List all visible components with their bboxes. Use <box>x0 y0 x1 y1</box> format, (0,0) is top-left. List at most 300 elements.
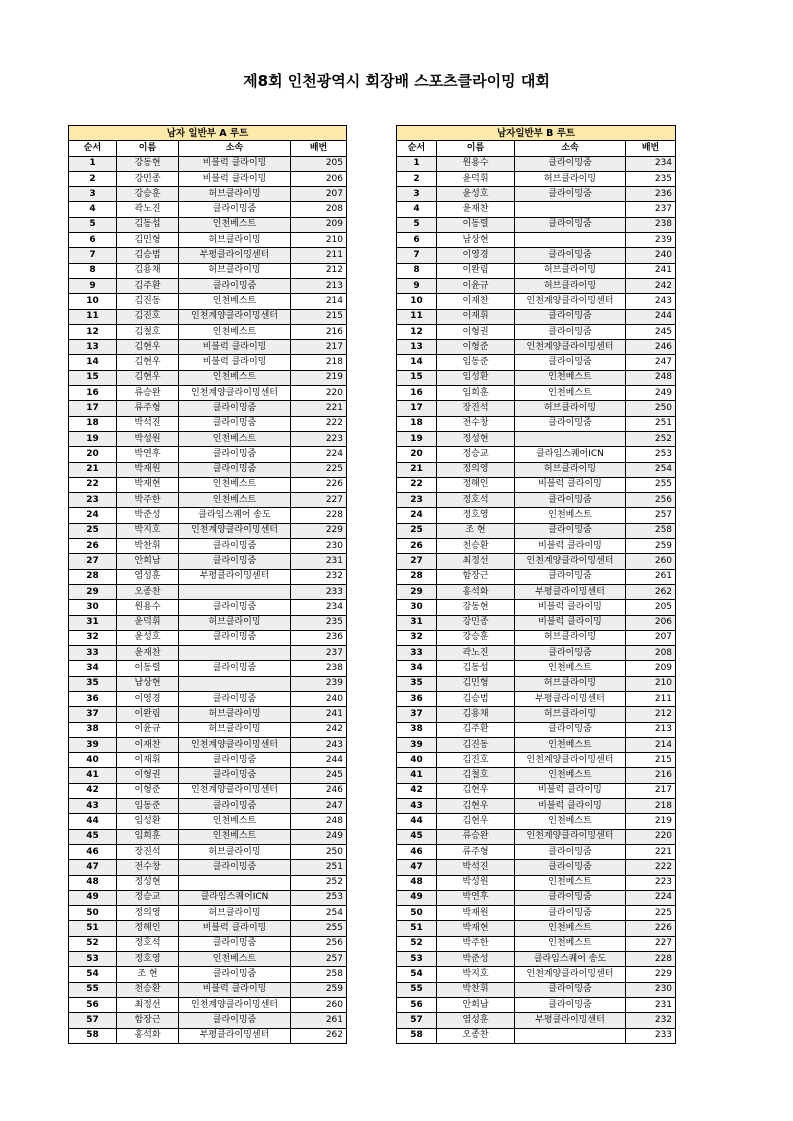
entry-order: 39 <box>397 737 437 752</box>
table-row <box>397 156 676 171</box>
bib-number: 221 <box>291 401 347 416</box>
table-row <box>69 431 347 446</box>
entry-order: 54 <box>397 967 437 982</box>
bib-number: 217 <box>626 783 676 798</box>
table-row <box>397 691 676 706</box>
entry-order: 31 <box>397 615 437 630</box>
athlete-name: 윤덕휘 <box>117 615 179 630</box>
team-name: 인천계양클라이밍센터 <box>515 294 626 309</box>
entry-order: 14 <box>397 355 437 370</box>
bib-number: 249 <box>291 829 347 844</box>
bib-number: 244 <box>626 309 676 324</box>
bib-number: 252 <box>291 875 347 890</box>
athlete-name: 이형준 <box>117 783 179 798</box>
bib-number: 245 <box>291 768 347 783</box>
col-header-name: 이름 <box>117 141 179 156</box>
table-row <box>397 906 676 921</box>
team-name: 클라이밍줌 <box>515 217 626 232</box>
table-row <box>69 997 347 1012</box>
table-row <box>69 477 347 492</box>
table-row <box>397 508 676 523</box>
entry-order: 35 <box>397 676 437 691</box>
team-name: 클라이밍줌 <box>515 646 626 661</box>
athlete-name: 김진호 <box>117 309 179 324</box>
bib-number: 242 <box>291 722 347 737</box>
page-title: 제8회 인천광역시 회장배 스포츠클라이밍 대회 <box>243 72 550 90</box>
entry-order: 16 <box>69 386 117 401</box>
table-row <box>69 462 347 477</box>
team-name <box>515 431 626 446</box>
team-name: 인천베스트 <box>179 493 291 508</box>
team-name: 비블럭 클라이밍 <box>179 156 291 171</box>
bib-number: 231 <box>291 554 347 569</box>
athlete-name: 정의영 <box>117 906 179 921</box>
entry-order: 28 <box>69 569 117 584</box>
athlete-name: 김주환 <box>437 722 515 737</box>
athlete-name: 박석진 <box>117 416 179 431</box>
entry-order: 27 <box>69 554 117 569</box>
table-row <box>397 263 676 278</box>
table-row <box>69 952 347 967</box>
athlete-name: 류주형 <box>117 401 179 416</box>
table-row <box>397 600 676 615</box>
athlete-name: 윤성호 <box>437 187 515 202</box>
entry-order: 36 <box>397 691 437 706</box>
bib-number: 227 <box>626 936 676 951</box>
athlete-name: 김진동 <box>437 737 515 752</box>
bib-number: 223 <box>291 431 347 446</box>
athlete-name: 이형권 <box>437 324 515 339</box>
athlete-name: 김민형 <box>117 233 179 248</box>
bib-number: 216 <box>626 768 676 783</box>
table-row <box>397 355 676 370</box>
athlete-name: 김현우 <box>117 355 179 370</box>
athlete-name: 이형준 <box>437 340 515 355</box>
entry-order: 53 <box>397 952 437 967</box>
athlete-name: 김용채 <box>437 707 515 722</box>
table-row <box>397 386 676 401</box>
table-row <box>397 707 676 722</box>
entry-order: 56 <box>69 997 117 1012</box>
team-name: 허브클라이밍 <box>179 722 291 737</box>
table-row <box>69 1028 347 1043</box>
athlete-name: 류승완 <box>117 386 179 401</box>
table-row <box>69 753 347 768</box>
table-row <box>397 982 676 997</box>
team-name: 클라이밍줌 <box>515 844 626 859</box>
entry-order: 28 <box>397 569 437 584</box>
entry-order: 56 <box>397 997 437 1012</box>
team-name: 인천베스트 <box>515 737 626 752</box>
entry-order: 24 <box>69 508 117 523</box>
bib-number: 232 <box>626 1013 676 1028</box>
table-row <box>397 875 676 890</box>
entry-order: 4 <box>397 202 437 217</box>
table-row <box>397 890 676 905</box>
table-row <box>397 676 676 691</box>
table-row <box>397 187 676 202</box>
entry-order: 10 <box>397 294 437 309</box>
table-row <box>397 278 676 293</box>
bib-number: 218 <box>291 355 347 370</box>
bib-number: 205 <box>291 156 347 171</box>
entry-order: 47 <box>397 860 437 875</box>
athlete-name: 박재원 <box>437 906 515 921</box>
athlete-name: 천승환 <box>437 539 515 554</box>
bib-number: 235 <box>626 171 676 186</box>
entry-order: 30 <box>69 600 117 615</box>
team-name: 인천베스트 <box>179 217 291 232</box>
entry-order: 31 <box>69 615 117 630</box>
athlete-name: 김현우 <box>437 814 515 829</box>
entry-order: 25 <box>397 523 437 538</box>
team-name: 클라이밍줌 <box>179 554 291 569</box>
bib-number: 247 <box>626 355 676 370</box>
bib-number: 254 <box>626 462 676 477</box>
entry-order: 50 <box>69 906 117 921</box>
athlete-name: 이완림 <box>117 707 179 722</box>
entry-order: 23 <box>397 493 437 508</box>
bib-number: 217 <box>291 340 347 355</box>
entry-order: 10 <box>69 294 117 309</box>
entry-order: 55 <box>397 982 437 997</box>
entry-order: 51 <box>69 921 117 936</box>
athlete-name: 강민종 <box>117 171 179 186</box>
table-row <box>397 768 676 783</box>
bib-number: 238 <box>626 217 676 232</box>
entry-order: 48 <box>397 875 437 890</box>
team-name: 클라이밍줌 <box>179 661 291 676</box>
entry-order: 18 <box>397 416 437 431</box>
table-row <box>69 967 347 982</box>
table-row <box>69 386 347 401</box>
team-name: 인천계양클라이밍센터 <box>179 523 291 538</box>
table-row <box>397 753 676 768</box>
team-name <box>179 676 291 691</box>
col-header-bib: 배번 <box>626 141 676 156</box>
athlete-name: 원용수 <box>117 600 179 615</box>
entry-order: 57 <box>397 1013 437 1028</box>
athlete-name: 이재휘 <box>117 753 179 768</box>
team-name: 클라이밍줌 <box>515 523 626 538</box>
table-row <box>69 661 347 676</box>
athlete-name: 이윤규 <box>437 278 515 293</box>
entry-order: 49 <box>69 890 117 905</box>
table-row <box>69 783 347 798</box>
table-row <box>397 447 676 462</box>
entry-order: 29 <box>69 584 117 599</box>
team-name: 클라이밍줌 <box>179 401 291 416</box>
bib-number: 261 <box>291 1013 347 1028</box>
team-name: 클라임스퀘어 송도 <box>179 508 291 523</box>
table-row <box>69 493 347 508</box>
team-name: 인천베스트 <box>179 324 291 339</box>
bib-number: 225 <box>626 906 676 921</box>
team-name <box>515 1028 626 1043</box>
entry-order: 22 <box>397 477 437 492</box>
team-name: 인천계양클라이밍센터 <box>515 967 626 982</box>
team-name: 비블럭 클라이밍 <box>179 171 291 186</box>
team-name: 인천베스트 <box>179 952 291 967</box>
team-name: 클라임스퀘어ICN <box>179 890 291 905</box>
team-name: 클라이밍줌 <box>179 278 291 293</box>
entry-order: 2 <box>397 171 437 186</box>
table-row <box>69 187 347 202</box>
entry-order: 45 <box>69 829 117 844</box>
athlete-name: 임성환 <box>437 370 515 385</box>
bib-number: 210 <box>626 676 676 691</box>
team-name: 부평클라이밍센터 <box>179 569 291 584</box>
athlete-name: 윤성호 <box>117 630 179 645</box>
team-name: 클라이밍줌 <box>179 600 291 615</box>
bib-number: 230 <box>626 982 676 997</box>
entry-order: 6 <box>397 233 437 248</box>
entry-order: 42 <box>397 783 437 798</box>
bib-number: 243 <box>626 294 676 309</box>
team-name: 인천계양클라이밍센터 <box>179 737 291 752</box>
entry-order: 3 <box>69 187 117 202</box>
athlete-name: 이동렬 <box>437 217 515 232</box>
entry-order: 52 <box>397 936 437 951</box>
bib-number: 251 <box>626 416 676 431</box>
table-row <box>69 324 347 339</box>
bib-number: 219 <box>291 370 347 385</box>
athlete-name: 장진석 <box>437 401 515 416</box>
team-name: 인천베스트 <box>515 875 626 890</box>
bib-number: 226 <box>626 921 676 936</box>
entry-order: 17 <box>397 401 437 416</box>
athlete-name: 박준성 <box>117 508 179 523</box>
table-row <box>397 997 676 1012</box>
entry-order: 33 <box>69 646 117 661</box>
team-name: 인천베스트 <box>515 386 626 401</box>
entry-order: 38 <box>397 722 437 737</box>
bib-number: 207 <box>626 630 676 645</box>
table-row <box>69 829 347 844</box>
team-name: 클라이밍줌 <box>179 768 291 783</box>
team-name: 클라이밍줌 <box>179 691 291 706</box>
team-name: 허브클라이밍 <box>179 187 291 202</box>
athlete-name: 이영경 <box>437 248 515 263</box>
table-row <box>69 217 347 232</box>
athlete-name: 전수창 <box>117 860 179 875</box>
team-name: 인천계양클라이밍센터 <box>515 340 626 355</box>
route-b-table <box>396 125 676 1044</box>
bib-number: 212 <box>626 707 676 722</box>
table-row <box>69 768 347 783</box>
table-row <box>69 630 347 645</box>
athlete-name: 김진호 <box>437 753 515 768</box>
team-name: 부평클라이밍센터 <box>179 248 291 263</box>
athlete-name: 이동렬 <box>117 661 179 676</box>
bib-number: 256 <box>626 493 676 508</box>
athlete-name: 이재휘 <box>437 309 515 324</box>
table-row <box>69 676 347 691</box>
table-row <box>69 401 347 416</box>
team-name: 허브클라이밍 <box>515 401 626 416</box>
team-name: 클라이밍줌 <box>515 493 626 508</box>
entry-order: 19 <box>397 431 437 446</box>
athlete-name: 남상현 <box>117 676 179 691</box>
athlete-name: 박주한 <box>117 493 179 508</box>
bib-number: 216 <box>291 324 347 339</box>
bib-number: 211 <box>626 691 676 706</box>
entry-order: 36 <box>69 691 117 706</box>
bib-number: 237 <box>291 646 347 661</box>
bib-number: 259 <box>626 539 676 554</box>
team-name: 인천계양클라이밍센터 <box>179 997 291 1012</box>
bib-number: 245 <box>626 324 676 339</box>
team-name: 클라이밍줌 <box>179 539 291 554</box>
entry-order: 44 <box>397 814 437 829</box>
bib-number: 235 <box>291 615 347 630</box>
table-row <box>69 921 347 936</box>
bib-number: 210 <box>291 233 347 248</box>
bib-number: 206 <box>626 615 676 630</box>
athlete-name: 김현우 <box>117 370 179 385</box>
entry-order: 1 <box>397 156 437 171</box>
entry-order: 3 <box>397 187 437 202</box>
table-row <box>397 401 676 416</box>
table-row <box>69 370 347 385</box>
entry-order: 57 <box>69 1013 117 1028</box>
col-header-team: 소속 <box>179 141 291 156</box>
table-row <box>397 477 676 492</box>
bib-number: 242 <box>626 278 676 293</box>
route-a-rows <box>69 156 347 1043</box>
team-name: 허브클라이밍 <box>179 707 291 722</box>
table-row <box>69 691 347 706</box>
bib-number: 208 <box>626 646 676 661</box>
bib-number: 251 <box>291 860 347 875</box>
team-name: 허브클라이밍 <box>515 630 626 645</box>
table-row <box>69 799 347 814</box>
entry-order: 43 <box>69 799 117 814</box>
bib-number: 215 <box>291 309 347 324</box>
athlete-name: 염성훈 <box>437 1013 515 1028</box>
athlete-name: 정호영 <box>117 952 179 967</box>
team-name: 인천베스트 <box>515 936 626 951</box>
bib-number: 209 <box>626 661 676 676</box>
bib-number: 223 <box>626 875 676 890</box>
athlete-name: 최정선 <box>117 997 179 1012</box>
athlete-name: 박지호 <box>117 523 179 538</box>
team-name: 부평클라이밍센터 <box>515 1013 626 1028</box>
entry-order: 7 <box>397 248 437 263</box>
entry-order: 46 <box>69 844 117 859</box>
entry-order: 5 <box>397 217 437 232</box>
bib-number: 222 <box>291 416 347 431</box>
route-a-table <box>68 125 347 1044</box>
entry-order: 9 <box>397 278 437 293</box>
team-name <box>179 875 291 890</box>
athlete-name: 박찬휘 <box>437 982 515 997</box>
table-row <box>397 539 676 554</box>
bib-number: 243 <box>291 737 347 752</box>
team-name: 클라이밍줌 <box>179 936 291 951</box>
entry-order: 1 <box>69 156 117 171</box>
team-name: 허브클라이밍 <box>515 171 626 186</box>
entry-order: 43 <box>397 799 437 814</box>
athlete-name: 정호영 <box>437 508 515 523</box>
bib-number: 220 <box>626 829 676 844</box>
team-name: 클라이밍줌 <box>515 416 626 431</box>
athlete-name: 박재원 <box>117 462 179 477</box>
athlete-name: 임희훈 <box>117 829 179 844</box>
team-name: 인천베스트 <box>179 431 291 446</box>
athlete-name: 전수창 <box>437 416 515 431</box>
table-row <box>397 248 676 263</box>
athlete-name: 조 현 <box>437 523 515 538</box>
team-name: 클라이밍줌 <box>515 997 626 1012</box>
athlete-name: 강동현 <box>437 600 515 615</box>
team-name: 허브클라이밍 <box>515 676 626 691</box>
bib-number: 249 <box>626 386 676 401</box>
athlete-name: 정호석 <box>437 493 515 508</box>
athlete-name: 박재현 <box>117 477 179 492</box>
athlete-name: 강동현 <box>117 156 179 171</box>
table-row <box>397 737 676 752</box>
table-row <box>69 416 347 431</box>
bib-number: 250 <box>626 401 676 416</box>
entry-order: 47 <box>69 860 117 875</box>
entry-order: 25 <box>69 523 117 538</box>
athlete-name: 김현우 <box>437 799 515 814</box>
entry-order: 29 <box>397 584 437 599</box>
entry-order: 46 <box>397 844 437 859</box>
bib-number: 224 <box>626 890 676 905</box>
athlete-name: 김현우 <box>117 340 179 355</box>
team-name: 인천계양클라이밍센터 <box>515 554 626 569</box>
team-name: 클라이밍줌 <box>179 860 291 875</box>
athlete-name: 박지호 <box>437 967 515 982</box>
bib-number: 219 <box>626 814 676 829</box>
table-row <box>397 646 676 661</box>
team-name: 인천베스트 <box>179 814 291 829</box>
athlete-name: 곽노진 <box>117 202 179 217</box>
entry-order: 14 <box>69 355 117 370</box>
entry-order: 11 <box>397 309 437 324</box>
athlete-name: 장진석 <box>117 844 179 859</box>
bib-number: 213 <box>291 278 347 293</box>
table-row <box>69 263 347 278</box>
athlete-name: 홍석화 <box>117 1028 179 1043</box>
team-name: 인천베스트 <box>179 370 291 385</box>
bib-number: 229 <box>626 967 676 982</box>
team-name: 인천계양클라이밍센터 <box>515 753 626 768</box>
athlete-name: 김진동 <box>117 294 179 309</box>
team-name: 인천베스트 <box>179 294 291 309</box>
table-row <box>69 936 347 951</box>
bib-number: 238 <box>291 661 347 676</box>
team-name: 허브클라이밍 <box>179 615 291 630</box>
entry-order: 20 <box>397 447 437 462</box>
table-row <box>397 814 676 829</box>
table-row <box>69 615 347 630</box>
entry-order: 12 <box>69 324 117 339</box>
bib-number: 218 <box>626 799 676 814</box>
bib-number: 240 <box>626 248 676 263</box>
team-name: 인천계양클라이밍센터 <box>515 829 626 844</box>
entry-order: 27 <box>397 554 437 569</box>
table-row <box>69 309 347 324</box>
team-name: 인천계양클라이밍센터 <box>179 309 291 324</box>
team-name: 클라이밍줌 <box>179 753 291 768</box>
col-header-no: 순서 <box>397 141 437 156</box>
table-row <box>397 860 676 875</box>
athlete-name: 류주형 <box>437 844 515 859</box>
athlete-name: 박성원 <box>117 431 179 446</box>
